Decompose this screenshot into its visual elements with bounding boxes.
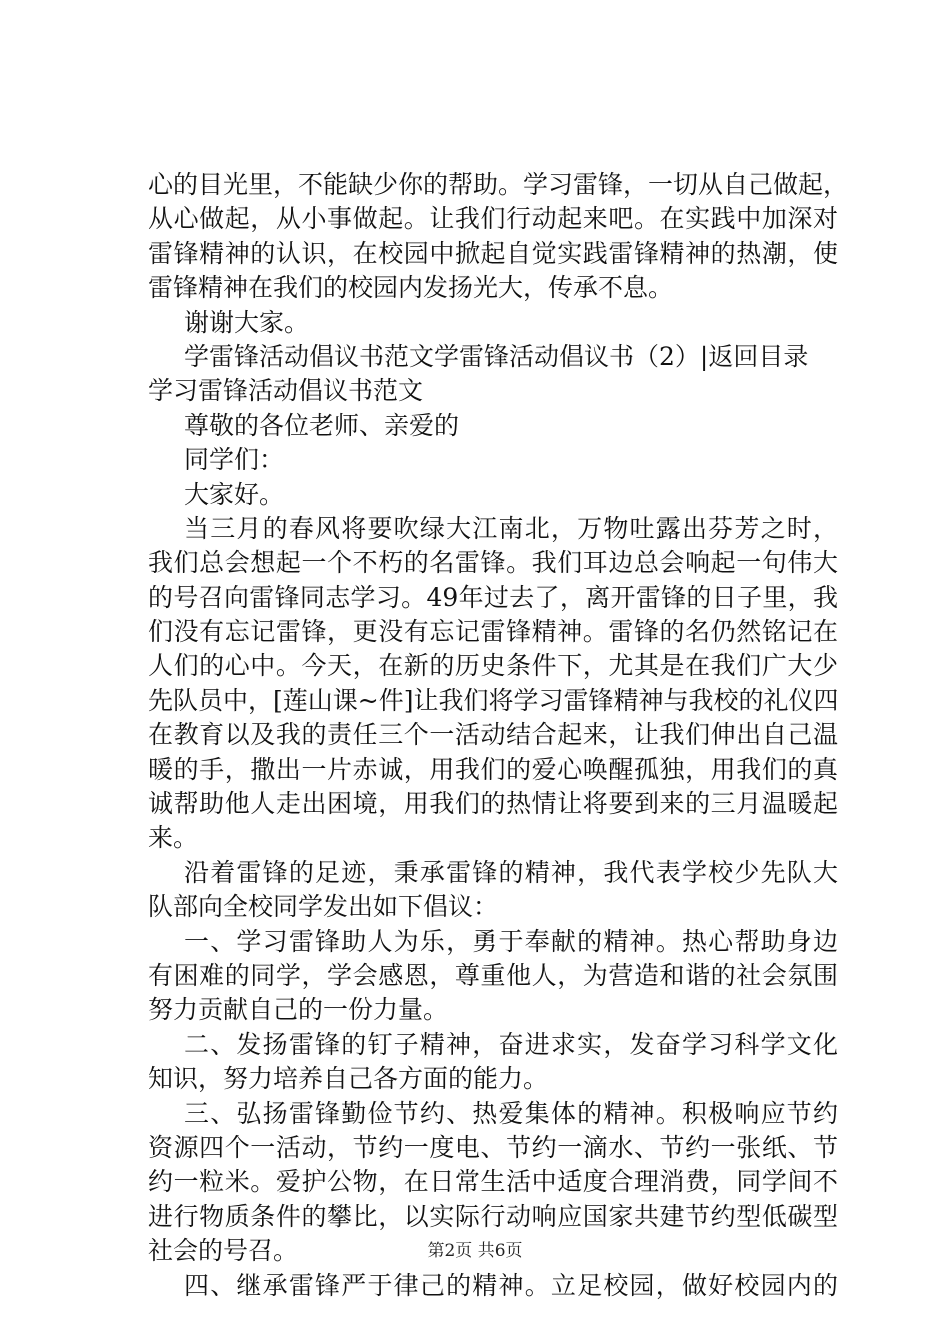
text-line: 先队员中，[莲山课~件]让我们将学习雷锋精神与我校的礼仪四 <box>148 685 839 715</box>
text-line: 当三月的春风将要吹绿大江南北，万物吐露出芬芳之时， <box>184 513 838 543</box>
text-line: 心的目光里，不能缺少你的帮助。学习雷锋，一切从自己做起， <box>148 170 849 199</box>
text-line: 的号召向雷锋同志学习。49年过去了，离开雷锋的日子里，我 <box>148 582 838 612</box>
text-line: 们没有忘记雷锋，更没有忘记雷锋精神。雷锋的名仍然铭记在 <box>148 617 838 647</box>
text-line: 我们总会想起一个不朽的名雷锋。我们耳边总会响起一句伟大 <box>148 548 838 578</box>
text-line: 同学们： <box>184 445 285 475</box>
text-line: 暖的手，撒出一片赤诚，用我们的爱心唤醒孤独，用我们的真 <box>148 754 838 784</box>
text-line: 三、弘扬雷锋勤俭节约、热爱集体的精神。积极响应节约 <box>184 1098 838 1128</box>
text-line: 努力贡献自己的一份力量。 <box>148 995 449 1025</box>
text-line: 从心做起，从小事做起。让我们行动起来吧。在实践中加深对 <box>148 204 838 234</box>
text-line: 有困难的同学，学会感恩，尊重他人，为营造和谐的社会氛围 <box>148 960 838 990</box>
text-line: 社会的号召。 <box>148 1236 299 1266</box>
text-line: 谢谢大家。 <box>184 307 310 337</box>
page-number-footer: 第2页 共6页 <box>427 1241 523 1261</box>
text-line: 来。 <box>148 823 199 853</box>
text-line: 知识，努力培养自己各方面的能力。 <box>148 1064 549 1094</box>
text-line: 队部向全校同学发出如下倡议： <box>148 892 499 922</box>
text-line: 一、学习雷锋助人为乐，勇于奉献的精神。热心帮助身边 <box>184 926 838 956</box>
text-line: 大家好。 <box>184 479 285 509</box>
section-heading-line: 学雷锋活动倡议书范文学雷锋活动倡议书（2）|返回目录 <box>184 341 809 371</box>
section-heading-line: 学习雷锋活动倡议书范文 <box>148 376 424 406</box>
document-body <box>148 168 849 1303</box>
text-line: 沿着雷锋的足迹，秉承雷锋的精神，我代表学校少先队大 <box>184 857 838 887</box>
text-line: 进行物质条件的攀比，以实际行动响应国家共建节约型低碳型 <box>148 1201 838 1231</box>
text-line: 诚帮助他人走出困境，用我们的热情让将要到来的三月温暖起 <box>148 789 838 819</box>
text-line: 二、发扬雷锋的钉子精神，奋进求实，发奋学习科学文化 <box>184 1029 838 1059</box>
text-line: 人们的心中。今天，在新的历史条件下，尤其是在我们广大少 <box>148 651 838 681</box>
text-line: 资源四个一活动，节约一度电、节约一滴水、节约一张纸、节 <box>148 1132 838 1162</box>
text-line: 在教育以及我的责任三个一活动结合起来，让我们伸出自己温 <box>148 720 838 750</box>
text-line: 约一粒米。爱护公物，在日常生活中适度合理消费，同学间不 <box>148 1167 838 1197</box>
text-line: 雷锋精神在我们的校园内发扬光大，传承不息。 <box>148 273 674 303</box>
text-line: 雷锋精神的认识，在校园中掀起自觉实践雷锋精神的热潮，使 <box>148 238 838 268</box>
text-line: 四、继承雷锋严于律己的精神。立足校园，做好校园内的 <box>184 1270 838 1300</box>
text-line: 尊敬的各位老师、亲爱的 <box>184 410 460 440</box>
